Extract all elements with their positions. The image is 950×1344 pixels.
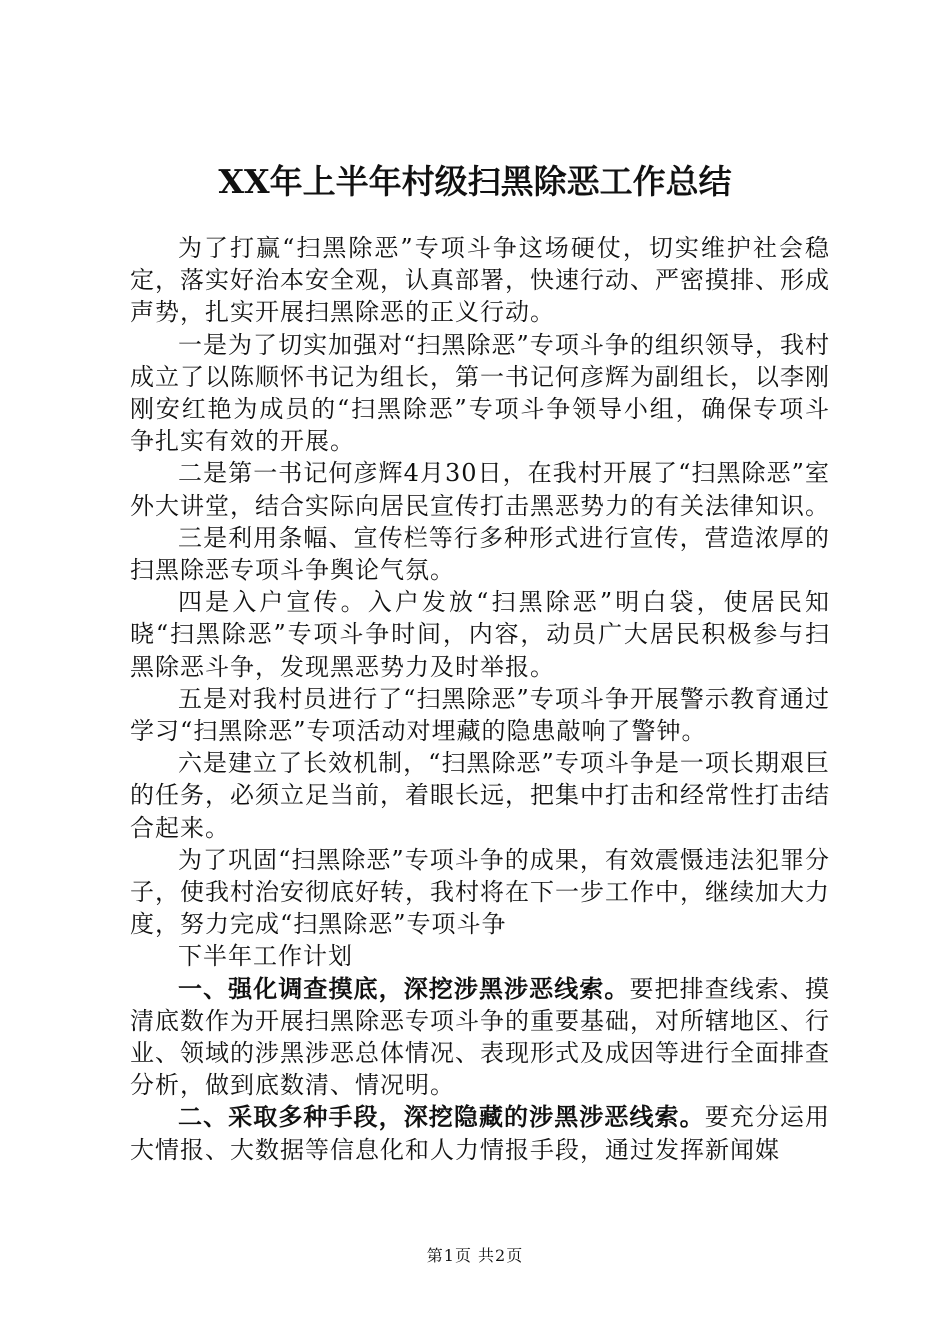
document-title: XX年上半年村级扫黑除恶工作总结 bbox=[218, 162, 732, 201]
plan-item-1-text: 要把排查线索、摸清底数作为开展扫黑除恶专项斗争的重要基础，对所辖地区、行业、领域的涉黑涉恶总体情况、表现形式及成因等进行全面排查分析，做到底数清、情况明。 bbox=[130, 974, 831, 1100]
page-number-footer: 第1页 共2页 bbox=[426, 1246, 524, 1265]
paragraph-point-4: 四是入户宣传。入户发放“扫黑除恶”明白袋，使居民知晓“扫黑除恶”专项斗争时间，内容，动员广大居民积极参与扫黑除恶斗争，发现黑恶势力及时举报。 bbox=[130, 588, 830, 681]
plan-item-2 bbox=[130, 1101, 830, 1165]
plan-item-2-lead: 二、采取多种手段，深挖隐藏的涉黑涉恶线索。 bbox=[178, 1103, 705, 1132]
plan-item-2-text: 要充分运用大情报、大数据等信息化和人力情报手段，通过发挥新闻媒 bbox=[130, 1103, 831, 1164]
plan-heading: 下半年工作计划 bbox=[178, 942, 353, 971]
paragraph-point-3: 三是利用条幅、宣传栏等行多种形式进行宣传，营造浓厚的扫黑除恶专项斗争舆论气氛。 bbox=[130, 523, 830, 585]
paragraph-point-5: 五是对我村员进行了“扫黑除恶”专项斗争开展警示教育通过学习“扫黑除恶”专项活动对埋藏的隐患敲响了警钟。 bbox=[130, 684, 830, 746]
plan-item-1-lead: 一、强化调查摸底，深挖涉黑涉恶线索。 bbox=[178, 974, 630, 1003]
paragraph-point-2: 二是第一书记何彦辉4月30日，在我村开展了“扫黑除恶”室外大讲堂，结合实际向居民宣传打击黑恶势力的有关法律知识。 bbox=[130, 459, 830, 520]
paragraph-point-1: 一是为了切实加强对“扫黑除恶”专项斗争的组织领导，我村成立了以陈顺怀书记为组长，第一书记何彦辉为副组长，以李刚刚安红艳为成员的“扫黑除恶”专项斗争领导小组，确保专项斗争扎实有效的开展。 bbox=[130, 330, 830, 456]
paragraph-intro: 为了打赢“扫黑除恶”专项斗争这场硬仗，切实维护社会稳定，落实好治本安全观，认真部署，快速行动、严密摸排、形成声势，扎实开展扫黑除恶的正义行动。 bbox=[130, 234, 830, 327]
paragraph-conclusion: 为了巩固“扫黑除恶”专项斗争的成果，有效震慑违法犯罪分子，使我村治安彻底好转，我村将在下一步工作中，继续加大力度，努力完成“扫黑除恶”专项斗争 bbox=[130, 845, 830, 939]
paragraph-point-6: 六是建立了长效机制，“扫黑除恶”专项斗争是一项长期艰巨的任务，必须立足当前，着眼长远，把集中打击和经常性打击结合起来。 bbox=[130, 749, 830, 842]
plan-item-1 bbox=[130, 973, 830, 1102]
document-body bbox=[130, 232, 830, 1166]
